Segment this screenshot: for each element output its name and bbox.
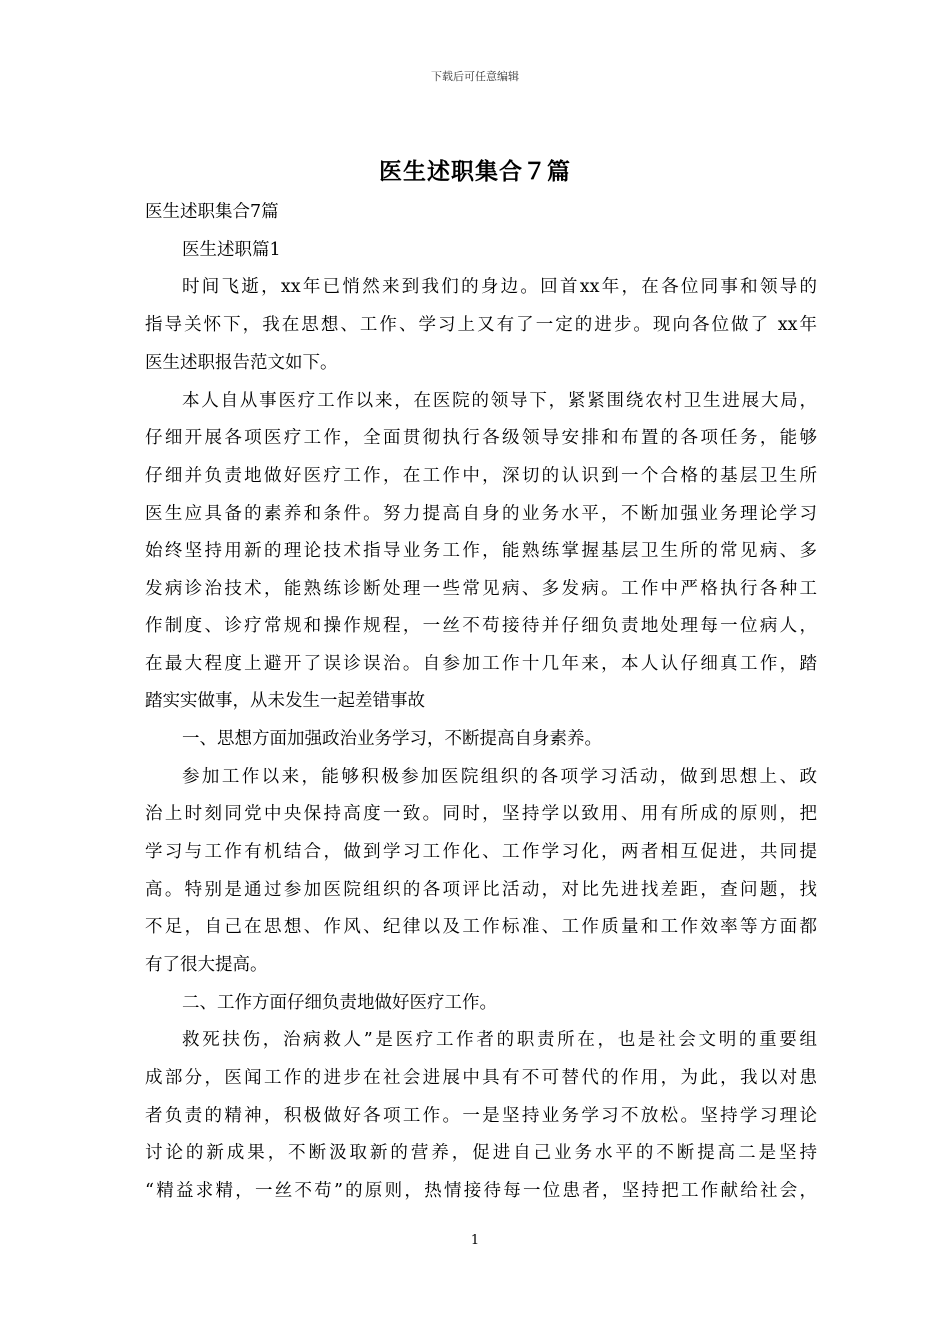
body-line: 者负责的精神，积极做好各项工作。一是坚持业务学习不放松。坚持学习理论 xyxy=(145,1106,817,1126)
body-line: 医生述职报告范文如下。 xyxy=(145,353,338,373)
body-line: “精益求精，一丝不苟”的原则，热情接待每一位患者，坚持把工作献给社会， xyxy=(145,1181,817,1201)
body-line: 讨论的新成果，不断汲取新的营养，促进自己业务水平的不断提高二是坚持 xyxy=(145,1143,817,1163)
body-line: 发病诊治技术，能熟练诊断处理一些常见病、多发病。工作中严格执行各种工 xyxy=(145,579,817,599)
body-line: 时间飞逝，xx年已悄然来到我们的身边。回首xx年，在各位同事和领导的 xyxy=(182,277,817,297)
body-line: 有了很大提高。 xyxy=(145,955,268,975)
body-line: 踏实实做事，从未发生一起差错事故 xyxy=(145,691,425,711)
subtitle-line: 医生述职集合7篇 xyxy=(145,202,279,222)
body-line: 参加工作以来，能够积极参加医院组织的各项学习活动，做到思想上、政 xyxy=(182,767,817,787)
body-line: 本人自从事医疗工作以来，在医院的领导下，紧紧围绕农村卫生进展大局， xyxy=(182,391,817,411)
section-heading: 医生述职篇1 xyxy=(182,240,281,260)
body-line: 学习与工作有机结合，做到学习工作化、工作学习化，两者相互促进，共同提 xyxy=(145,842,817,862)
body-line: 治上时刻同党中央保持高度一致。同时，坚持学以致用、用有所成的原则，把 xyxy=(145,804,817,824)
document-title: 医生述职集合７篇 xyxy=(379,159,571,185)
body-line: 作制度、诊疗常规和操作规程，一丝不苟接待并仔细负责地处理每一位病人， xyxy=(145,616,817,636)
body-line: 指导关怀下，我在思想、工作、学习上又有了一定的进步。现向各位做了 xx年 xyxy=(145,315,817,335)
body-line: 仔细开展各项医疗工作，全面贯彻执行各级领导安排和布置的各项任务，能够 xyxy=(145,428,817,448)
body-line: 高。特别是通过参加医院组织的各项评比活动，对比先进找差距，查问题，找 xyxy=(145,880,817,900)
body-line: 救死扶伤，治病救人”是医疗工作者的职责所在，也是社会文明的重要组 xyxy=(182,1030,817,1050)
header-note: 下载后可任意编辑 xyxy=(431,70,519,83)
page-number: 1 xyxy=(470,1233,480,1248)
section-heading: 二、工作方面仔细负责地做好医疗工作。 xyxy=(182,993,497,1013)
body-line: 仔细并负责地做好医疗工作，在工作中，深切的认识到一个合格的基层卫生所 xyxy=(145,466,817,486)
body-line: 在最大程度上避开了误诊误治。自参加工作十几年来，本人认仔细真工作，踏 xyxy=(145,654,817,674)
body-line: 始终坚持用新的理论技术指导业务工作，能熟练掌握基层卫生所的常见病、多 xyxy=(145,541,817,561)
body-line: 医生应具备的素养和条件。努力提高自身的业务水平，不断加强业务理论学习 xyxy=(145,504,817,524)
body-line: 不足，自己在思想、作风、纪律以及工作标准、工作质量和工作效率等方面都 xyxy=(145,917,817,937)
body-line: 成部分，医闻工作的进步在社会进展中具有不可替代的作用，为此，我以对患 xyxy=(145,1068,817,1088)
section-heading: 一、思想方面加强政治业务学习，不断提高自身素养。 xyxy=(182,729,602,749)
